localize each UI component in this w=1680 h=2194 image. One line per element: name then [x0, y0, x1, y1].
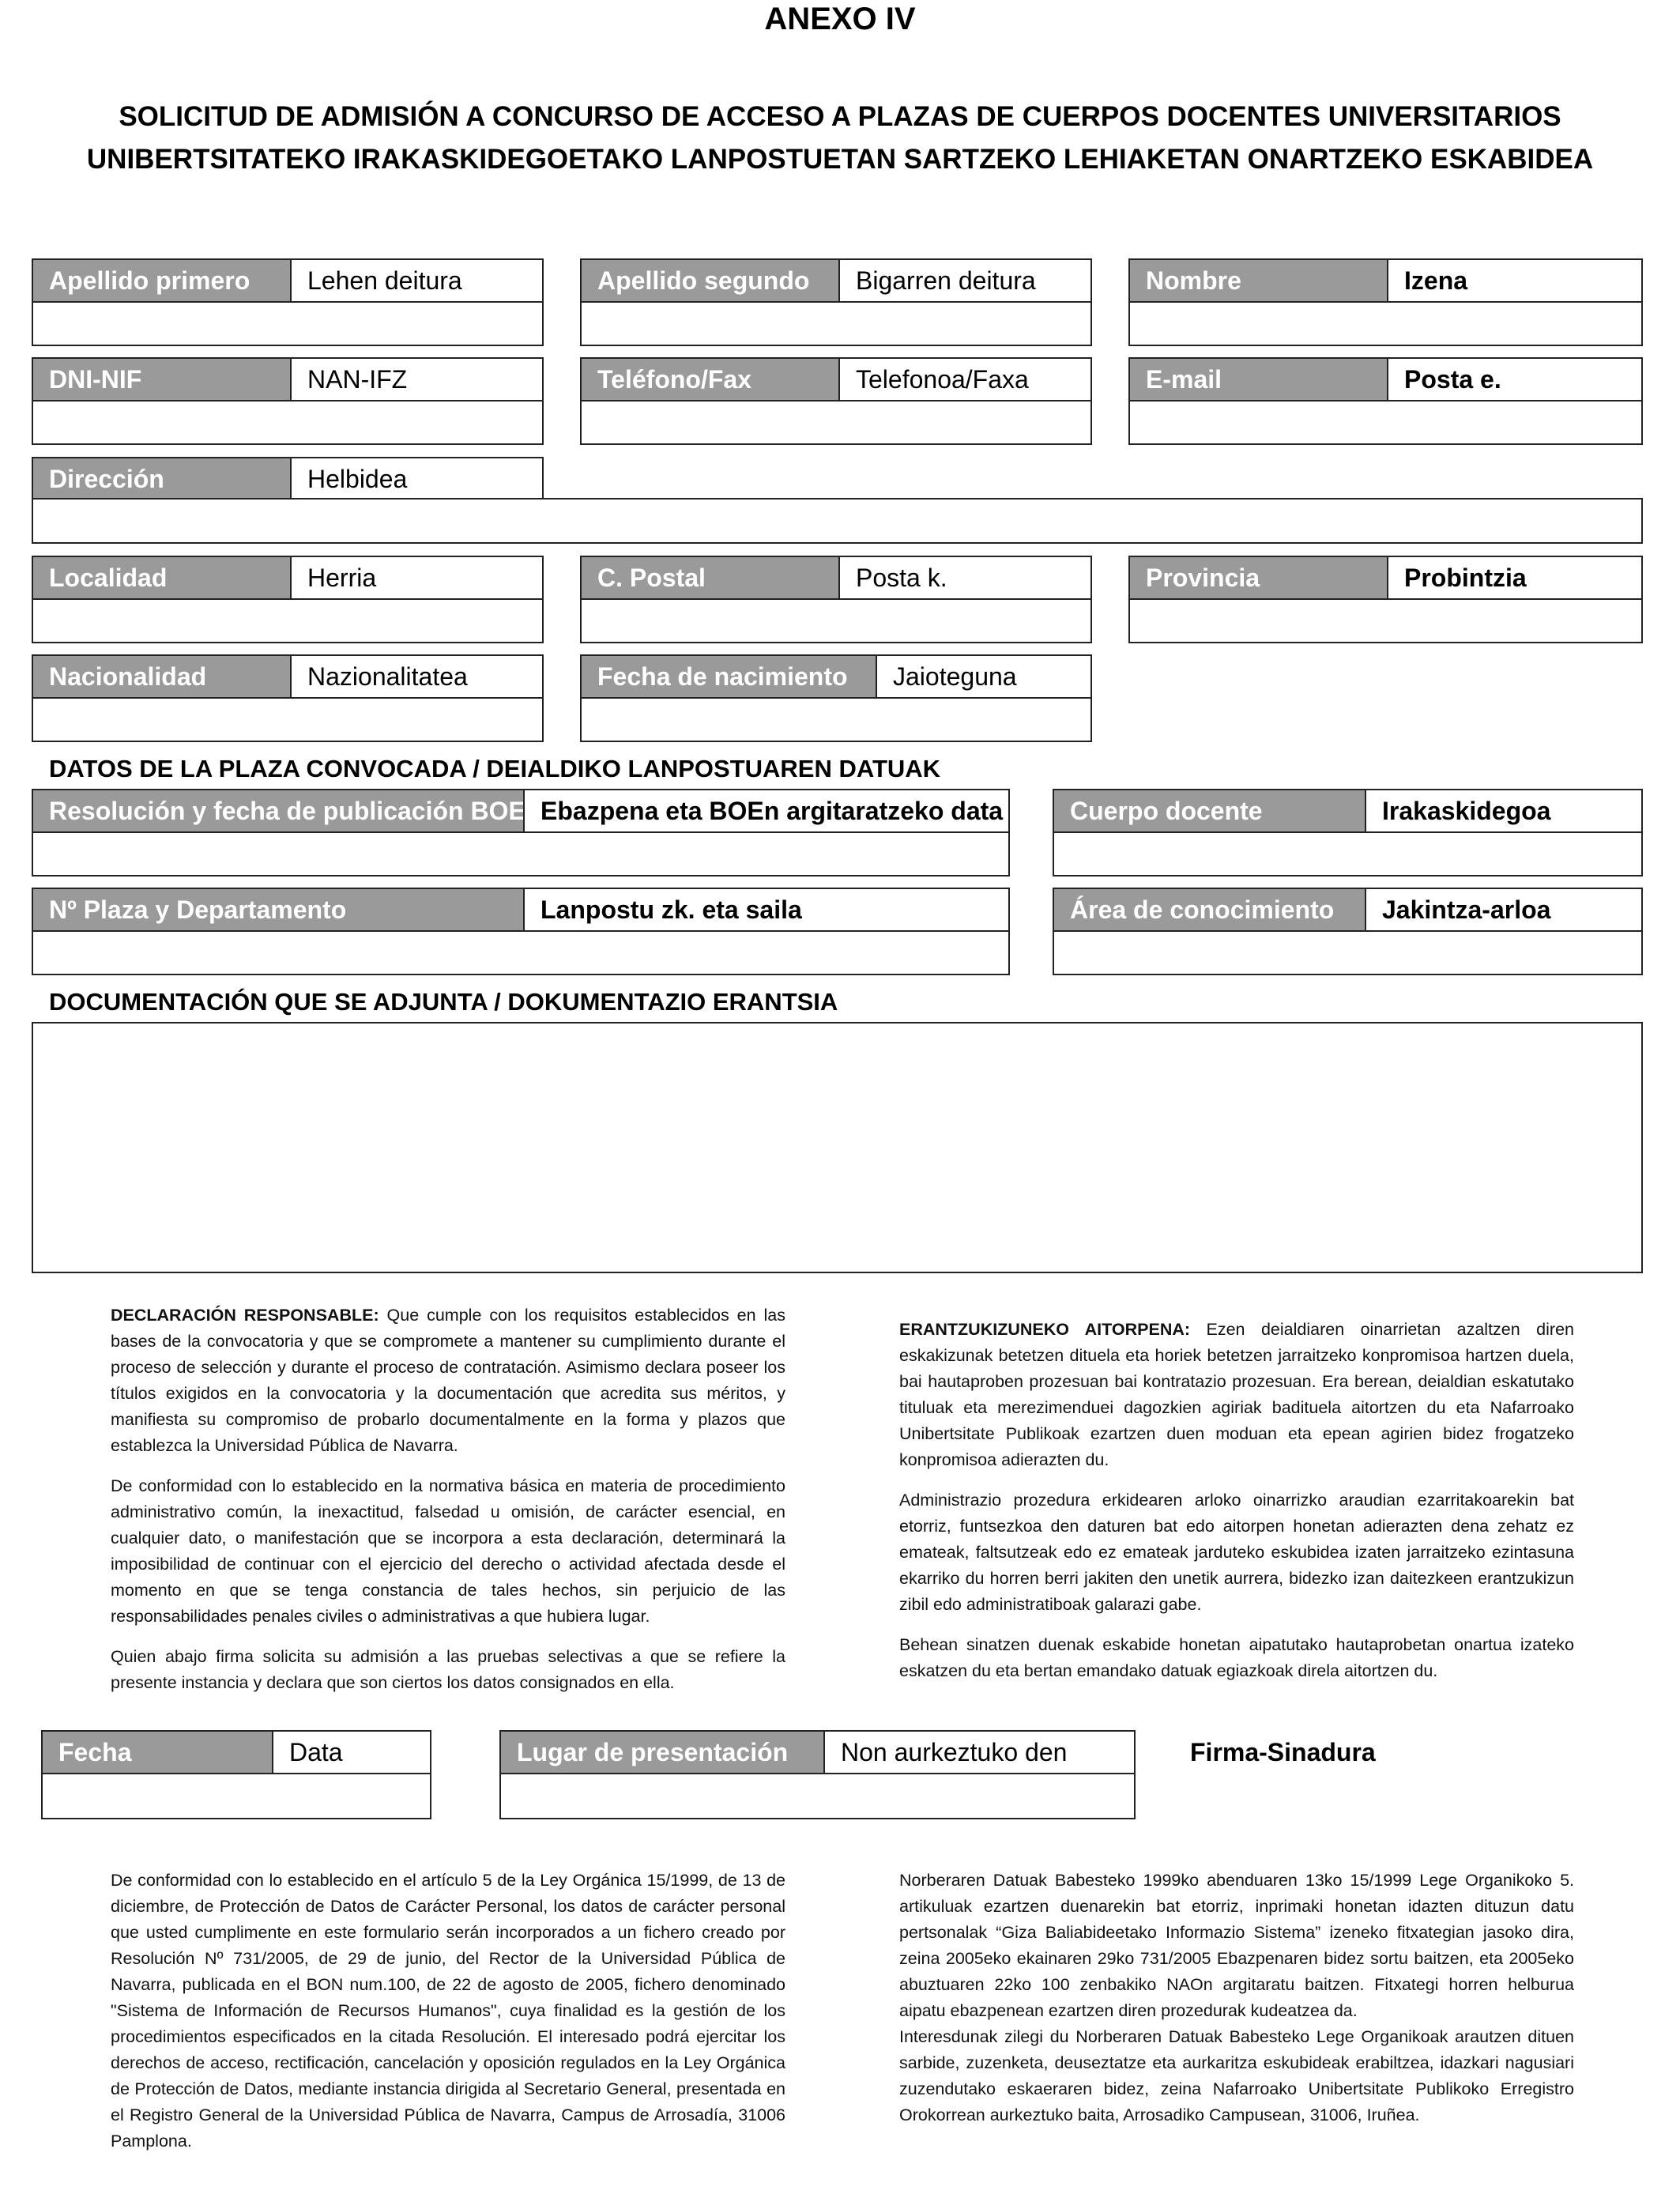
- apellido-segundo-field: [580, 258, 1092, 346]
- proteccion-eu: [899, 1868, 1574, 2128]
- cuerpo-field: [1053, 789, 1643, 876]
- apellido-primero-field: [32, 258, 544, 346]
- fecha-label: Fecha: [43, 1732, 272, 1773]
- num-plaza-label: Nº Plaza y Departamento: [33, 889, 523, 930]
- nacimiento-label-eu: Jaioteguna: [876, 656, 1090, 697]
- telefono-label: Teléfono/Fax: [582, 359, 838, 400]
- localidad-label-eu: Herria: [290, 557, 542, 598]
- resolucion-field: [32, 789, 1010, 876]
- num-plaza-field: [32, 888, 1010, 975]
- declaracion-eu-p3: Behean sinatzen duenak eskabide honetan aipatutako hautaprobetan onartua izateko eskatzen du eta bertan emandako datuak egiazkoak direla aitortzen du.: [899, 1635, 1574, 1680]
- lugar-label: Lugar de presentación: [501, 1732, 823, 1773]
- cuerpo-label: Cuerpo docente: [1054, 790, 1365, 831]
- fecha-label-eu: Data: [272, 1732, 430, 1773]
- declaracion-eu-p1: Ezen deialdiaren oinarrietan azaltzen diren eskakizunak betetzen dituela eta horiek betetzen jarraitzeko konpromisoa hartzen duela, bai hautaproben prozesuan bai kontratazio prozesuan. Era berean, deialdian eskatutako tituluak eta merezimenduei dagozkien agiriak badituela aitortzen du eta Nafarroako Unibertsitate Publikoak ezartzen duen moduan eta epean agirien bidez frogatzeko konpromisoa adierazten du.: [899, 1320, 1574, 1469]
- resolucion-input[interactable]: [33, 831, 1008, 875]
- area-input[interactable]: [1054, 930, 1641, 974]
- proteccion-es: De conformidad con lo establecido en el artículo 5 de la Ley Orgánica 15/1999, de 13 de diciembre, de Protección de Datos de Carácter Personal, los datos de carácter personal que usted cumplimente en este formulario serán incorporados a un fichero creado por Resolución Nº 731/2005, de 29 de junio, del Rector de la Universidad Pública de Navarra, publicada en el BON num.100, de 22 de agosto de 2005, fichero denominado "Sistema de Información de Recursos Humanos", cuya finalidad es la gestión de los procedimientos especificados en la citada Resolución. El interesado podrá ejercitar los derechos de acceso, rectificación, cancelación y oposición regulados en la Ley Orgánica de Protección de Datos, mediante instancia dirigida al Secretario General, presentada en el Registro General de la Universidad Pública de Navarra, Campus de Arrosadía, 31006 Pamplona.: [111, 1871, 785, 2151]
- declaracion-es-p3: Quien abajo firma solicita su admisión a las pruebas selectivas a que se refiere la presente instancia y declara que son ciertos los datos consignados en ella.: [111, 1647, 785, 1692]
- apellido-segundo-input[interactable]: [582, 301, 1090, 345]
- provincia-label: Provincia: [1130, 557, 1387, 598]
- telefono-label-eu: Telefonoa/Faxa: [838, 359, 1090, 400]
- declaracion-eu-p2: Administrazio prozedura erkidearen arloko oinarrizko araudian ezarritakoarekin bat etorriz, funtsezkoa den daturen bat edo aitorpen honetan adierazten dena zehatz ez emateak, faltsutzeak edo ez emateak jarduteko eskubidea izaten jarraitzeko ezintasuna ekarriko du horren berri jakiten den unetik aurrera, bidezko izan daitezkeen erantzukizun zibil edo administratiboak galarazi gabe.: [899, 1491, 1574, 1614]
- form-title-es: SOLICITUD DE ADMISIÓN A CONCURSO DE ACCESO A PLAZAS DE CUERPOS DOCENTES UNIVERSITARIOS: [119, 101, 1561, 132]
- declaracion-eu-heading: ERANTZUKIZUNEKO AITORPENA:: [899, 1320, 1191, 1339]
- email-field: [1128, 357, 1643, 445]
- localidad-field: [32, 556, 544, 643]
- declaracion-es-p2: De conformidad con lo establecido en la normativa básica en materia de procedimiento administrativo común, la inexactitud, falsedad u omisión, de carácter esencial, en cualquier dato, o manifestación que se incorpora a esta declaración, determinará la imposibilidad de continuar con el ejercicio del derecho o actividad afectada desde el momento en que se tenga constancia de tales hechos, sin perjuicio de las responsabilidades penales civiles o administrativas a que hubiera lugar.: [111, 1476, 785, 1626]
- cpostal-label-eu: Posta k.: [838, 557, 1090, 598]
- documentacion-heading: DOCUMENTACIÓN QUE SE ADJUNTA / DOKUMENTAZIO ERANTSIA: [49, 988, 838, 1016]
- telefono-input[interactable]: [582, 400, 1090, 443]
- apellido-segundo-label-eu: Bigarren deitura: [838, 260, 1090, 301]
- email-label: E-mail: [1130, 359, 1387, 400]
- provincia-label-eu: Probintzia: [1387, 557, 1641, 598]
- nacimiento-input[interactable]: [582, 697, 1090, 741]
- nombre-label: Nombre: [1130, 260, 1387, 301]
- direccion-header: [32, 457, 544, 499]
- declaracion-eu: [899, 1317, 1574, 1698]
- nombre-field: [1128, 258, 1643, 346]
- area-field: [1053, 888, 1643, 975]
- area-label-eu: Jakintza-arloa: [1365, 889, 1641, 930]
- dni-label-eu: NAN-IFZ: [290, 359, 542, 400]
- resolucion-label-eu: Ebazpena eta BOEn argitaratzeko data: [523, 790, 1008, 831]
- localidad-label: Localidad: [33, 557, 290, 598]
- nacimiento-label: Fecha de nacimiento: [582, 656, 876, 697]
- declaracion-es-p1: Que cumple con los requisitos establecidos en las bases de la convocatoria y que se compromete a mantener su cumplimiento durante el proceso de selección y durante el proceso de contratación. Asimismo declara poseer los títulos exigidos en la convocatoria y la documentación que acredita sus méritos, y manifiesta su compromiso de probarlo documentalmente en la forma y plazos que establezca la Universidad Pública de Navarra.: [111, 1306, 785, 1455]
- nombre-input[interactable]: [1130, 301, 1641, 345]
- cuerpo-label-eu: Irakaskidegoa: [1365, 790, 1641, 831]
- localidad-input[interactable]: [33, 598, 542, 642]
- direccion-label-eu: Helbidea: [290, 458, 542, 499]
- annex-title: ANEXO IV: [764, 2, 916, 36]
- cpostal-field: [580, 556, 1092, 643]
- form-title-eu: UNIBERTSITATEKO IRAKASKIDEGOETAKO LANPOSTUETAN SARTZEKO LEHIAKETAN ONARTZEKO ESKABIDEA: [86, 144, 1594, 175]
- cpostal-input[interactable]: [582, 598, 1090, 642]
- proteccion-eu-p1: Norberaren Datuak Babesteko 1999ko abenduaren 13ko 15/1999 Lege Organikoko 5. artikuluak ezartzen duenarekin bat etorriz, inprimaki honetan idazten dituzun datu pertsonalak “Giza Baliabideetako Informazio Sistema” izeneko fitxategian jasoko dira, zeina 2005eko ekainaren 29ko 731/2005 Ebazpenaren bidez sortu baitzen, eta 2005eko abuztuaren 22ko 100 zenbakiko NAOn argitaratu baitzen. Fitxategi horren helburua aipatu ebazpenean ezartzen diren prozedurak kudeatzea da.: [899, 1871, 1574, 2020]
- declaracion-es-heading: DECLARACIÓN RESPONSABLE:: [111, 1306, 379, 1325]
- dni-label: DNI-NIF: [33, 359, 290, 400]
- fecha-input[interactable]: [43, 1773, 430, 1818]
- nacimiento-field: [580, 654, 1092, 742]
- direccion-label: Dirección: [33, 458, 290, 499]
- direccion-input[interactable]: [32, 498, 1643, 544]
- lugar-input[interactable]: [501, 1773, 1134, 1818]
- apellido-primero-label-eu: Lehen deitura: [290, 260, 542, 301]
- dni-field: [32, 357, 544, 445]
- provincia-input[interactable]: [1130, 598, 1641, 642]
- resolucion-label: Resolución y fecha de publicación BOE: [33, 790, 523, 831]
- nacionalidad-field: [32, 654, 544, 742]
- nacionalidad-input[interactable]: [33, 697, 542, 741]
- nombre-label-eu: Izena: [1387, 260, 1641, 301]
- nacionalidad-label: Nacionalidad: [33, 656, 290, 697]
- nacionalidad-label-eu: Nazionalitatea: [290, 656, 542, 697]
- plaza-section-heading: DATOS DE LA PLAZA CONVOCADA / DEIALDIKO LANPOSTUAREN DATUAK: [49, 755, 941, 782]
- documentacion-input[interactable]: [32, 1022, 1643, 1273]
- lugar-label-eu: Non aurkeztuko den: [823, 1732, 1134, 1773]
- firma-label: Firma-Sinadura: [1190, 1738, 1376, 1766]
- apellido-segundo-label: Apellido segundo: [582, 260, 838, 301]
- apellido-primero-input[interactable]: [33, 301, 542, 345]
- provincia-field: [1128, 556, 1643, 643]
- dni-input[interactable]: [33, 400, 542, 443]
- cuerpo-input[interactable]: [1054, 831, 1641, 875]
- apellido-primero-label: Apellido primero: [33, 260, 290, 301]
- num-plaza-label-eu: Lanpostu zk. eta saila: [523, 889, 1008, 930]
- area-label: Área de conocimiento: [1054, 889, 1365, 930]
- fecha-field: [41, 1730, 431, 1819]
- email-label-eu: Posta e.: [1387, 359, 1641, 400]
- num-plaza-input[interactable]: [33, 930, 1008, 974]
- cpostal-label: C. Postal: [582, 557, 838, 598]
- email-input[interactable]: [1130, 400, 1641, 443]
- lugar-field: [499, 1730, 1136, 1819]
- proteccion-eu-p2: Interesdunak zilegi du Norberaren Datuak Babesteko Lege Organikoak arautzen dituen sarbide, zuzenketa, deuseztatze eta aurkaritza eskubideak erabiltzea, idazkari nagusiari zuzendutako eskaeraren bidez, zeina Nafarroako Unibertsitate Publikoko Erregistro Orokorrean aurkeztuko baita, Arrosadiko Campusean, 31006, Iruñea.: [899, 2027, 1574, 2124]
- declaracion-es: [111, 1302, 785, 1710]
- telefono-field: [580, 357, 1092, 445]
